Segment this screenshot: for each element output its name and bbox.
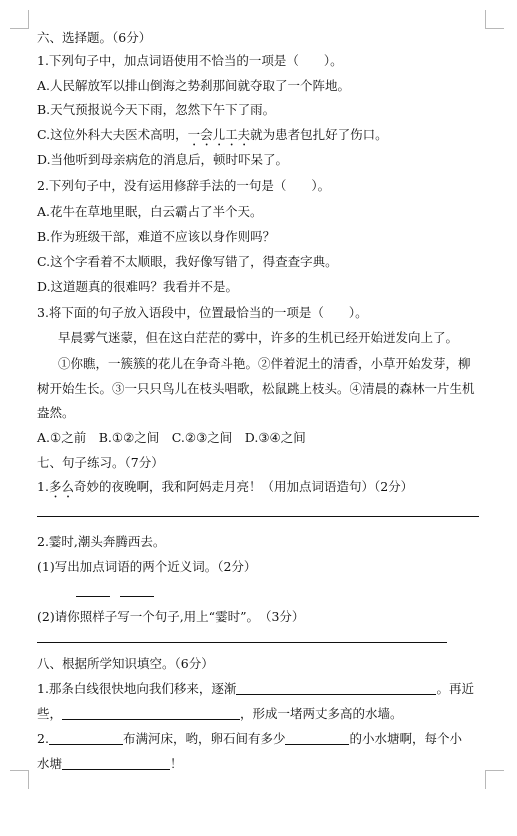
q2-option-b: B.作为班级干部，难道不应该以身作则吗？ xyxy=(37,229,276,244)
answer-blank-synonym-1[interactable] xyxy=(76,596,110,597)
fill-blank-4[interactable] xyxy=(285,732,349,745)
s8-line-2: 些， ，形成一堵两丈多高的水墙。 xyxy=(37,706,403,721)
q1-option-c: C.这位外科大夫医术高明，一会儿工夫就为患者包扎好了伤口。 xyxy=(37,127,388,142)
answer-line-s7-q2-2[interactable] xyxy=(37,642,447,643)
fill-blank-3[interactable] xyxy=(49,732,123,745)
dotted-phrase: 一会儿工夫 xyxy=(187,127,251,142)
q3-passage-line-4: 盎然。 xyxy=(37,405,75,420)
fill-blank-2[interactable] xyxy=(62,707,240,720)
s8-line-1: 1.那条白线很快地向我们移来，逐渐 。再近 xyxy=(37,681,474,696)
q2-option-d: D.这道题真的很难吗？我看并不是。 xyxy=(37,279,239,294)
crop-mark-top-left xyxy=(10,10,29,29)
section-6-heading: 六、选择题。（6分） xyxy=(37,30,152,45)
crop-mark-top-right xyxy=(485,10,504,29)
s7-q2-2: (2)请你照样子写一个句子,用上“霎时”。 （3分） xyxy=(37,609,305,624)
q2-option-a: A.花牛在草地里眠，白云霸占了半个天。 xyxy=(37,204,263,219)
answer-blank-synonym-2[interactable] xyxy=(120,596,154,597)
section-7-heading: 七、句子练习。（7分） xyxy=(37,455,164,470)
q3-passage-line-1: 早晨雾气迷蒙，但在这白茫茫的雾中，许多的生机已经开始迸发向上了。 xyxy=(58,330,459,345)
s7-q1: 1.多么奇妙的夜晚啊，我和阿妈走月亮！（用加点词语造句）（2分） xyxy=(37,479,414,494)
dotted-word: 多么 xyxy=(48,479,74,494)
answer-line-s7-q1[interactable] xyxy=(37,516,479,517)
q1-option-b: B.天气预报说今天下雨，忽然下午下了雨。 xyxy=(37,102,276,117)
s8-line-4: 水塘 ！ xyxy=(37,756,183,771)
s7-q2-1: (1)写出加点词语的两个近义词。（2分） xyxy=(37,559,257,574)
fill-blank-1[interactable] xyxy=(236,682,436,695)
s8-line-3: 2. 布满河床，哟，卵石间有多少 的小水塘啊，每个小 xyxy=(37,731,462,746)
s7-q2: 2.霎时,潮头奔腾西去。 xyxy=(37,534,166,549)
crop-mark-bottom-right xyxy=(485,770,504,789)
q1-option-d: D.当他听到母亲病危的消息后，顿时吓呆了。 xyxy=(37,152,289,167)
q2-option-c: C.这个字看着不太顺眼，我好像写错了，得查查字典。 xyxy=(37,254,338,269)
q1-stem: 1.下列句子中，加点词语使用不恰当的一项是（ ）。 xyxy=(37,53,343,68)
section-8-heading: 八、根据所学知识填空。（6分） xyxy=(37,656,214,671)
fill-blank-5[interactable] xyxy=(62,757,170,770)
q3-passage-line-2: ①你瞧，一簇簇的花儿在争奇斗艳。②伴着泥土的清香，小草开始发芽，柳 xyxy=(58,356,471,371)
q3-options: A.①之前 B.①②之间 C.②③之间 D.③④之间 xyxy=(37,430,306,445)
q2-stem: 2.下列句子中，没有运用修辞手法的一句是（ ）。 xyxy=(37,178,331,193)
q1-option-a: A.人民解放军以排山倒海之势刹那间就夺取了一个阵地。 xyxy=(37,78,351,93)
q3-stem: 3.将下面的句子放入语段中，位置最恰当的一项是（ ）。 xyxy=(37,305,368,320)
crop-mark-bottom-left xyxy=(10,770,29,789)
q3-passage-line-3: 树开始生长。③一只只鸟儿在枝头唱歌，松鼠跳上枝头。④清晨的森林一片生机 xyxy=(37,381,475,396)
